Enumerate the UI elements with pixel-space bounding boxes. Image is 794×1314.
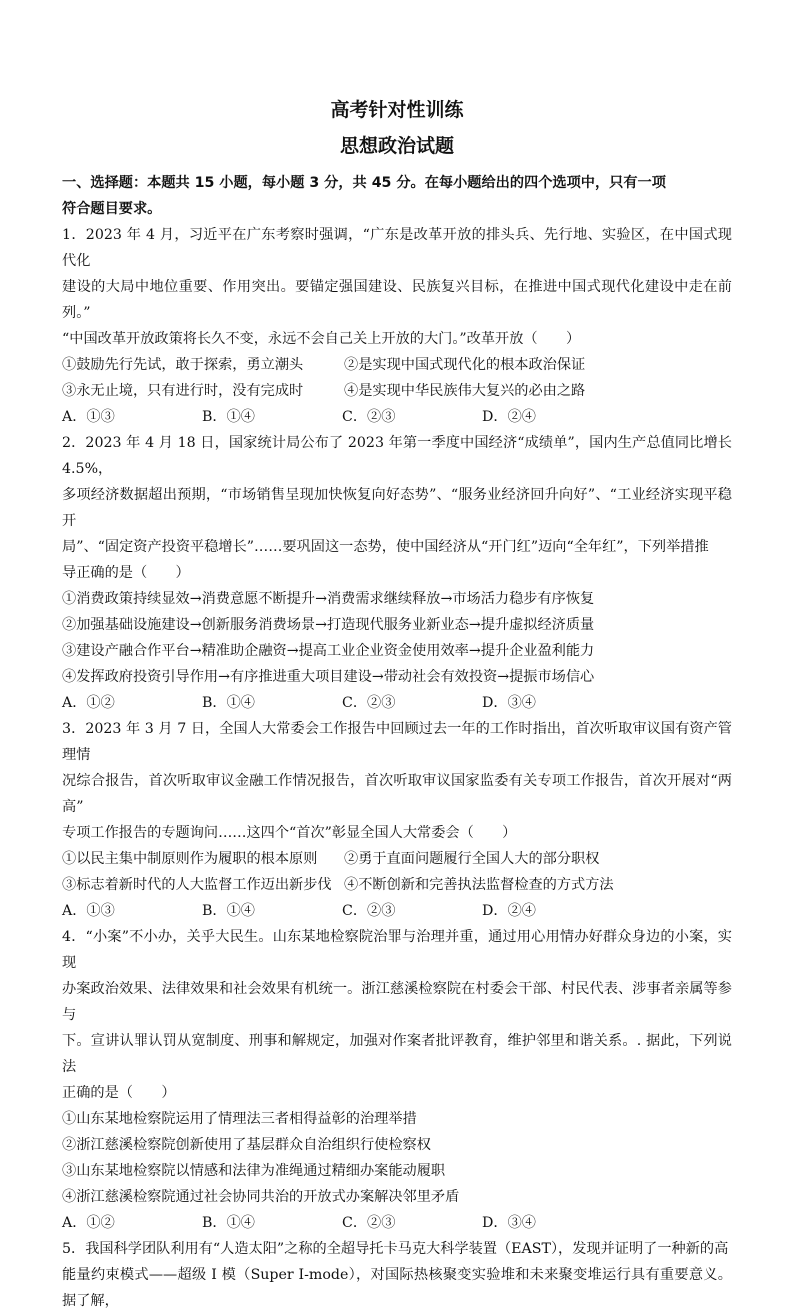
question-3-answer-c: C．②③ <box>342 903 396 919</box>
question-5-line-1: 5．我国科学团队利用有“人造太阳”之称的全超导托卡马克大科学装置（EAST），发现并证明了一种新的高 <box>62 1241 729 1257</box>
question-4-answer-a: A．①② <box>62 1215 115 1231</box>
question-3-line-1: 3．2023 年 3 月 7 日，全国人大常委会工作报告中回顾过去一年的工作时指出，首次听取审议国有资产管理情 <box>62 721 732 763</box>
question-2-option-3: ③建设产融合作平台→精准助企融资→提高工业企业资金使用效率→提升企业盈利能力 <box>62 643 595 659</box>
question-4-line-4: 正确的是（ ） <box>62 1085 176 1101</box>
question-2-option-1: ①消费政策持续显效→消费意愿不断提升→消费需求继续释放→市场活力稳步有序恢复 <box>62 591 595 607</box>
question-2-answer-d: D．③④ <box>482 695 536 711</box>
question-2-option-4: ④发挥政府投资引导作用→有序推进重大项目建设→带动社会有效投资→提振市场信心 <box>62 669 595 685</box>
question-2-line-3: 局”、“固定资产投资平稳增长”……要巩固这一态势，使中国经济从“开门红”迈向“全年红”，下列举措推 <box>62 539 709 555</box>
question-4 <box>62 924 732 1236</box>
exam-subtitle: 思想政治试题 <box>339 135 454 157</box>
question-3-options-row-2 <box>62 872 732 898</box>
question-3-answers <box>62 898 732 924</box>
question-1-option-3: ③永无止境，只有进行时，没有完成时 <box>62 383 304 399</box>
question-3-answer-a: A．①③ <box>62 903 115 919</box>
question-1-options-row-1 <box>62 352 732 378</box>
question-3-option-1: ①以民主集中制原则作为履职的根本原则 <box>62 851 318 867</box>
question-1-option-2: ②是实现中国式现代化的根本政治保证 <box>344 357 586 373</box>
section-heading-line-2: 符合题目要求。 <box>62 201 162 217</box>
question-1 <box>62 222 732 430</box>
question-4-option-2: ②浙江慈溪检察院创新使用了基层群众自治组织行使检察权 <box>62 1137 431 1153</box>
question-3-option-2: ②勇于直面问题履行全国人大的部分职权 <box>344 851 600 867</box>
question-1-answer-c: C．②③ <box>342 409 396 425</box>
question-2-line-4: 导正确的是（ ） <box>62 565 190 581</box>
question-4-answer-c: C．②③ <box>342 1215 396 1231</box>
question-2-answer-b: B．①④ <box>202 695 255 711</box>
question-3-options-row-1 <box>62 846 732 872</box>
question-4-line-1: 4．“小案”不小办，关乎大民生。山东某地检察院治罪与治理并重，通过用心用情办好群众身边的小案，实现 <box>62 929 732 971</box>
question-5-line-2: 能量约束模式——超级 I 模（Super I-mode），对国际热核聚变实验堆和未来聚变堆运行具有重要意义。据了解， <box>62 1267 732 1309</box>
question-4-answer-d: D．③④ <box>482 1215 536 1231</box>
question-3-option-4: ④不断创新和完善执法监督检查的方式方法 <box>344 877 614 893</box>
question-1-answer-b: B．①④ <box>202 409 255 425</box>
question-2-answer-c: C．②③ <box>342 695 396 711</box>
question-3-line-2: 况综合报告，首次听取审议金融工作情况报告，首次听取审议国家监委有关专项工作报告，首次开展对“两高” <box>62 773 732 815</box>
question-5 <box>62 1236 732 1314</box>
question-4-line-3: 下。宣讲认罪认罚从宽制度、刑事和解规定，加强对作案者批评教育，维护邻里和谐关系。. 据此，下列说法 <box>62 1033 732 1075</box>
question-1-option-1: ①鼓励先行先试，敢于探索，勇立潮头 <box>62 357 304 373</box>
question-1-line-1: 1．2023 年 4 月，习近平在广东考察时强调，“广东是改革开放的排头兵、先行地、实验区，在中国式现代化 <box>62 227 732 269</box>
question-1-answers <box>62 404 732 430</box>
question-4-option-4: ④浙江慈溪检察院通过社会协同共治的开放式办案解决邻里矛盾 <box>62 1189 460 1205</box>
question-4-answer-b: B．①④ <box>202 1215 255 1231</box>
question-1-option-4: ④是实现中华民族伟大复兴的必由之路 <box>344 383 586 399</box>
question-3-answer-d: D．②④ <box>482 903 536 919</box>
question-4-option-3: ③山东某地检察院以情感和法律为准绳通过精细办案能动履职 <box>62 1163 446 1179</box>
section-heading-line-1: 一、选择题：本题共 15 小题，每小题 3 分，共 45 分。在每小题给出的四个选项中，只有一项 <box>62 175 666 191</box>
question-1-line-3: “中国改革开放政策将长久不变，永远不会自己关上开放的大门。”改革开放（ ） <box>62 331 581 347</box>
question-4-line-2: 办案政治效果、法律效果和社会效果有机统一。浙江慈溪检察院在村委会干部、村民代表、涉事者亲属等参与 <box>62 981 732 1023</box>
exam-title: 高考针对性训练 <box>330 99 464 121</box>
question-1-line-2: 建设的大局中地位重要、作用突出。要锚定强国建设、民族复兴目标，在推进中国式现代化建设中走在前列。” <box>62 279 732 321</box>
question-2-line-1: 2．2023 年 4 月 18 日，国家统计局公布了 2023 年第一季度中国经济“成绩单”，国内生产总值同比增长 4.5%， <box>62 435 732 477</box>
question-3-line-3: 专项工作报告的专题询问……这四个“首次”彰显全国人大常委会（ ） <box>62 825 517 841</box>
question-3-option-3: ③标志着新时代的人大监督工作迈出新步伐 <box>62 877 332 893</box>
question-3-answer-b: B．①④ <box>202 903 255 919</box>
question-2 <box>62 430 732 716</box>
question-4-answers <box>62 1210 732 1236</box>
question-3 <box>62 716 732 924</box>
question-4-option-1: ①山东某地检察院运用了情理法三者相得益彰的治理举措 <box>62 1111 417 1127</box>
question-1-options-row-2 <box>62 378 732 404</box>
question-2-answers <box>62 690 732 716</box>
question-1-answer-a: A．①③ <box>62 409 115 425</box>
question-1-answer-d: D．②④ <box>482 409 536 425</box>
question-2-answer-a: A．①② <box>62 695 115 711</box>
question-2-option-2: ②加强基础设施建设→创新服务消费场景→打造现代服务业新业态→提升虚拟经济质量 <box>62 617 595 633</box>
question-2-line-2: 多项经济数据超出预期，“市场销售呈现加快恢复向好态势”、“服务业经济回升向好”、“工业经济实现平稳开 <box>62 487 732 529</box>
